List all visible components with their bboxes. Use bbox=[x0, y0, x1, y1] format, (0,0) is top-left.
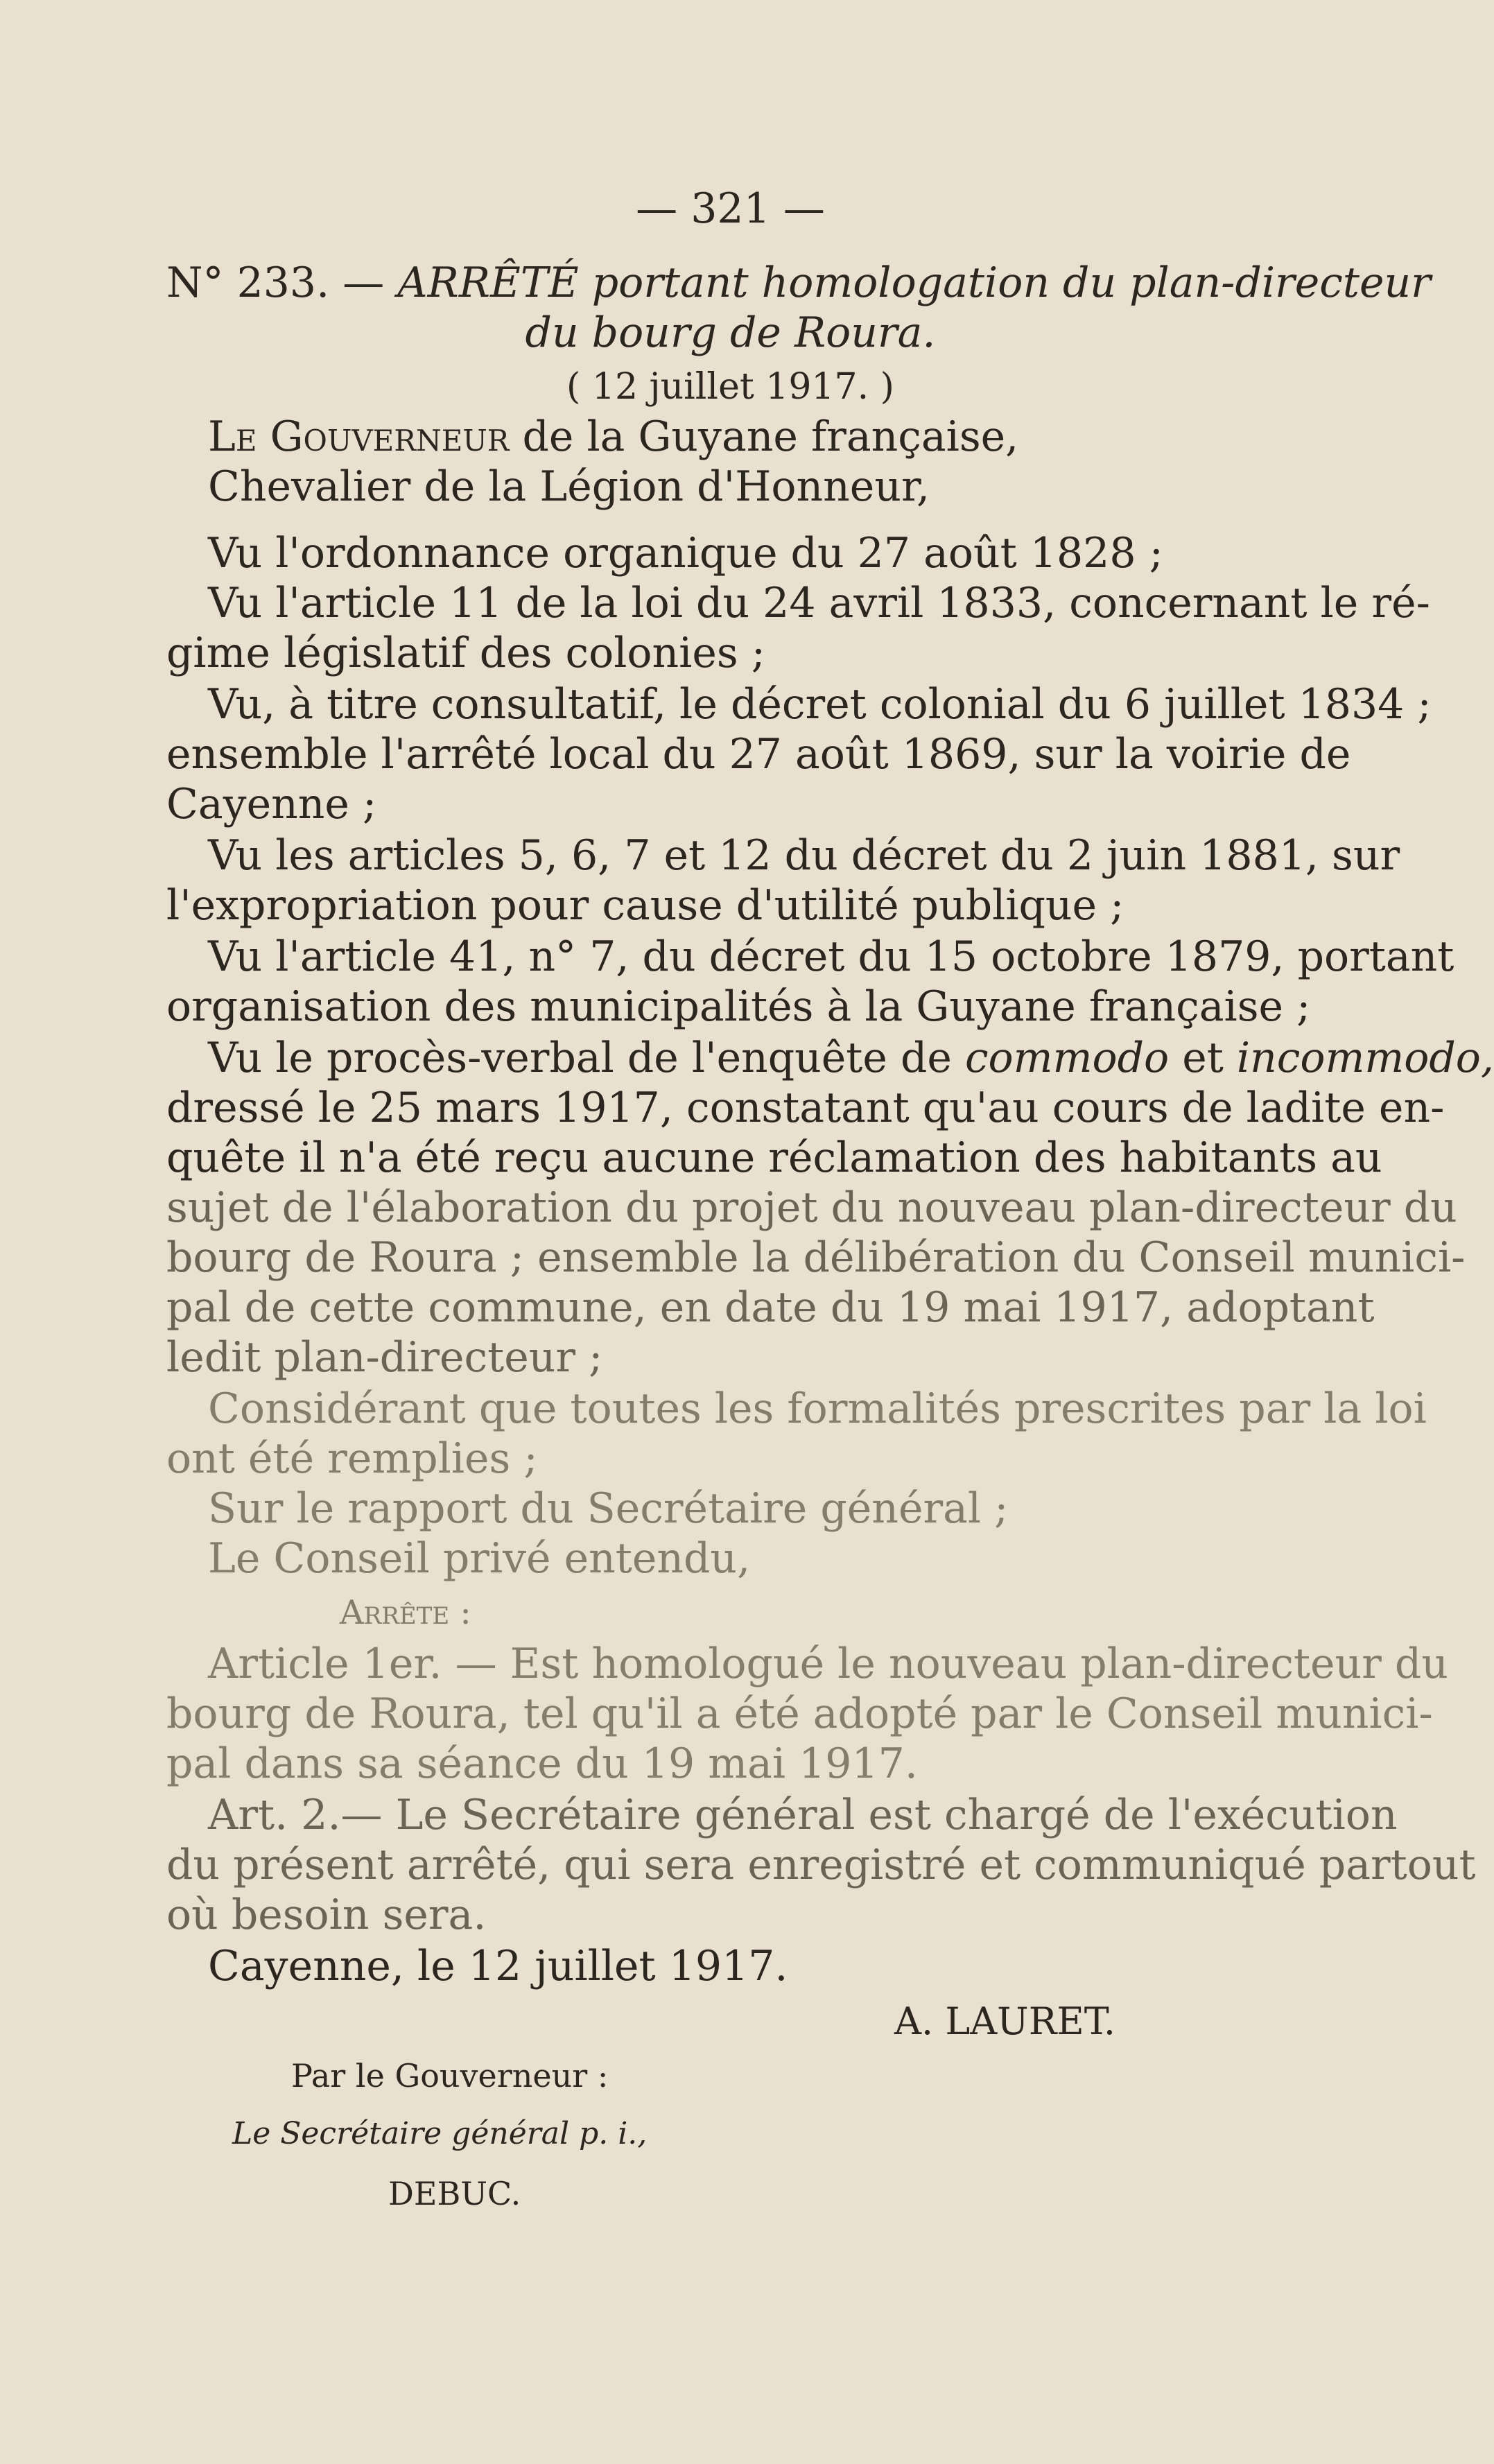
par-le-gouverneur: Par le Gouverneur : bbox=[291, 2057, 609, 2094]
article-1-label: Article 1er. bbox=[208, 1640, 442, 1688]
body-line-3: Vu l'ordonnance organique du 27 août 1828 ; bbox=[208, 529, 1163, 578]
body-line-10: l'expropriation pour cause d'utilité publique ; bbox=[166, 881, 1124, 930]
l13-commodo: commodo bbox=[964, 1034, 1170, 1082]
body-line-22: Sur le rapport du Secrétaire général ; bbox=[208, 1484, 1009, 1533]
article-2-line2: du présent arrêté, qui sera enregistré et communiqué partout bbox=[166, 1841, 1476, 1889]
body-line-7: ensemble l'arrêté local du 27 août 1869, sur la voirie de bbox=[166, 730, 1351, 779]
body-line-14: dressé le 25 mars 1917, constatant qu'au cours de ladite en- bbox=[166, 1084, 1445, 1132]
secretary-title: Le Secrétaire général p. i., bbox=[232, 2116, 648, 2151]
page-number: — 321 — bbox=[636, 184, 825, 233]
decree-date: ( 12 juillet 1917. ) bbox=[566, 366, 894, 408]
body-line-6: Vu, à titre consultatif, le décret colonial du 6 juillet 1834 ; bbox=[208, 680, 1432, 729]
article-1-line1 bbox=[208, 1639, 1448, 1689]
body-line-20: Considérant que toutes les formalités prescrites par la loi bbox=[208, 1385, 1427, 1433]
article-1-text: — Est homologué le nouveau plan-directeur du bbox=[442, 1640, 1448, 1688]
body-line-17: bourg de Roura ; ensemble la délibération du Conseil munici- bbox=[166, 1233, 1466, 1282]
heading-dash: — bbox=[329, 259, 398, 307]
l13-c: et bbox=[1169, 1034, 1237, 1082]
l13-incommodo: incommodo, bbox=[1236, 1034, 1494, 1082]
body-line-governor bbox=[208, 412, 1310, 462]
governor-rest: de la Guyane française, bbox=[509, 413, 1019, 461]
body-line-5: gime législatif des colonies ; bbox=[166, 629, 765, 677]
article-1-line3: pal dans sa séance du 19 mai 1917. bbox=[166, 1739, 918, 1788]
arrete-heading: Arrête : bbox=[340, 1593, 471, 1632]
body-line-9: Vu les articles 5, 6, 7 et 12 du décret du 2 juin 1881, sur bbox=[208, 831, 1400, 880]
body-line-23: Le Conseil privé entendu, bbox=[208, 1534, 751, 1583]
article-2-line1: Art. 2.— Le Secrétaire général est chargé de l'exécution bbox=[208, 1791, 1398, 1839]
body-line-8: Cayenne ; bbox=[166, 780, 377, 828]
body-line-13 bbox=[208, 1033, 1494, 1083]
body-line-11: Vu l'article 41, n° 7, du décret du 15 octobre 1879, portant bbox=[208, 932, 1454, 981]
governor-signature: A. LAURET. bbox=[894, 1999, 1116, 2043]
governor-smallcaps: Le Gouverneur bbox=[208, 413, 510, 461]
body-line-15: quête il n'a été reçu aucune réclamation des habitants au bbox=[166, 1134, 1382, 1182]
decree-title-line2: du bourg de Roura. bbox=[525, 309, 936, 357]
article-1-line2: bourg de Roura, tel qu'il a été adopté par le Conseil munici- bbox=[166, 1690, 1433, 1738]
decree-number: N° 233. bbox=[166, 259, 330, 307]
l13-a: Vu le procès-verbal de l'enquête de bbox=[208, 1034, 965, 1082]
body-line-12: organisation des municipalités à la Guyane française ; bbox=[166, 982, 1311, 1031]
place-date: Cayenne, le 12 juillet 1917. bbox=[208, 1942, 788, 1990]
decree-heading-line1 bbox=[166, 258, 1431, 308]
article-2-line3: où besoin sera. bbox=[166, 1891, 487, 1939]
body-line-16: sujet de l'élaboration du projet du nouveau plan-directeur du bbox=[166, 1183, 1457, 1232]
body-line-4: Vu l'article 11 de la loi du 24 avril 1833, concernant le ré- bbox=[208, 579, 1430, 627]
body-line-19: ledit plan-directeur ; bbox=[166, 1333, 603, 1382]
body-line-21: ont été remplies ; bbox=[166, 1434, 538, 1483]
body-line-18: pal de cette commune, en date du 19 mai 1917, adoptant bbox=[166, 1283, 1375, 1332]
decree-title-line1: ARRÊTÉ portant homologation du plan-directeur bbox=[397, 259, 1431, 307]
secretary-name: DEBUC. bbox=[388, 2175, 521, 2212]
body-line-2: Chevalier de la Légion d'Honneur, bbox=[208, 462, 930, 511]
